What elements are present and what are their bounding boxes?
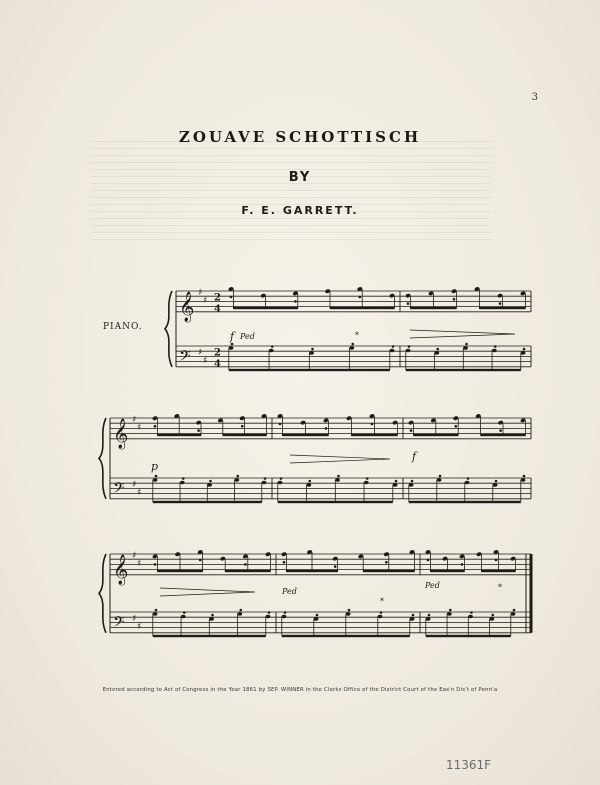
bass-note [447, 612, 452, 616]
chord-note [494, 345, 497, 348]
bass-clef-icon: 𝄢 [113, 613, 125, 635]
bass-note [266, 615, 271, 619]
chord-note [197, 429, 200, 432]
catalog-number: 11361F [446, 758, 492, 772]
key-sharp-icon: ♯ [137, 488, 142, 498]
bass-note [153, 478, 158, 482]
beam [363, 570, 414, 572]
chord-note [408, 345, 411, 348]
chord-note [499, 302, 502, 305]
decrescendo-hairpin [290, 455, 390, 463]
chord-note [230, 296, 233, 299]
chord-note [231, 343, 234, 346]
chord-note [439, 475, 442, 478]
chord-note [523, 348, 526, 351]
beam [406, 369, 521, 371]
chord-note [337, 475, 340, 478]
piano-marking: p [151, 460, 159, 473]
bass-note [521, 351, 526, 355]
chord-note [155, 475, 158, 478]
chord-note [513, 609, 516, 612]
chord-note [348, 609, 351, 612]
beam [229, 369, 390, 371]
chord-note [395, 480, 398, 483]
bass-note [390, 349, 395, 353]
chord-note [241, 425, 244, 428]
bass-note [492, 349, 497, 353]
forte-marking: f [230, 330, 235, 343]
bass-note [434, 351, 439, 355]
bass-note [181, 615, 186, 619]
pedal-marking: Ped [240, 332, 255, 341]
grand-staff-brace [99, 554, 106, 633]
beam [282, 434, 328, 436]
decrescendo-hairpin [160, 588, 255, 596]
beam [351, 434, 397, 436]
chord-note [211, 614, 214, 617]
bass-note [489, 617, 494, 621]
chord-note [428, 614, 431, 617]
beam [157, 434, 201, 436]
chord-note [268, 611, 271, 614]
beam [225, 570, 270, 572]
bass-note [393, 483, 398, 487]
key-sharp-icon: ♯ [132, 614, 137, 625]
chord-note [392, 345, 395, 348]
chord-note [449, 609, 452, 612]
chord-note [380, 611, 383, 614]
chord-note [294, 300, 297, 303]
bass-note [335, 478, 340, 482]
beam [157, 570, 202, 572]
chord-note [308, 480, 311, 483]
chord-note [236, 475, 239, 478]
beam [282, 635, 410, 637]
beam [223, 434, 267, 436]
chord-note [407, 302, 410, 305]
beam [409, 501, 521, 503]
bass-note [468, 615, 473, 619]
bass-note [406, 349, 411, 353]
time-signature-top: 2 [214, 347, 221, 359]
time-signature-bottom: 4 [214, 358, 221, 370]
pedal-release-marking: * [498, 583, 502, 592]
bass-note [237, 612, 242, 616]
beam [330, 307, 394, 309]
key-sharp-icon: ♯ [132, 415, 137, 425]
beam [481, 434, 526, 436]
bass-note [437, 478, 442, 482]
chord-note [411, 480, 414, 483]
chord-note [495, 480, 498, 483]
chord-note [182, 477, 185, 480]
bass-note [511, 612, 516, 616]
chord-note [264, 477, 267, 480]
bass-note [409, 483, 414, 487]
bass-note [278, 481, 283, 485]
grand-staff-brace [165, 291, 172, 367]
chord-note [209, 480, 212, 483]
key-sharp-icon: ♯ [203, 295, 208, 306]
pedal-marking: Ped [282, 587, 297, 596]
chord-note [470, 611, 473, 614]
chord-note [244, 563, 247, 566]
bass-note [153, 612, 158, 616]
beam [426, 635, 511, 637]
bass-clef-icon: 𝄢 [179, 347, 191, 369]
piece-title: ZOUAVE SCHOTTISCH [178, 128, 422, 146]
bass-clef-icon: 𝄢 [113, 479, 125, 501]
beam [430, 570, 464, 572]
bass-note [463, 346, 468, 350]
page-number: 3 [531, 92, 538, 103]
pedal-release-marking: * [380, 597, 384, 606]
key-sharp-icon: ♯ [132, 551, 137, 561]
bass-note [410, 617, 415, 621]
beam [153, 635, 266, 637]
key-sharp-icon: ♯ [198, 288, 203, 298]
bass-note [314, 617, 319, 621]
chord-note [154, 425, 157, 428]
beam [481, 570, 515, 572]
key-sharp-icon: ♯ [137, 622, 142, 632]
chord-note [271, 345, 274, 348]
beam [233, 307, 297, 309]
time-signature-bottom: 4 [214, 303, 221, 315]
bass-note [521, 478, 526, 482]
bass-note [234, 478, 239, 482]
bass-note [349, 346, 354, 350]
composer-name: F. E. GARRETT. [241, 204, 359, 217]
chord-note [279, 423, 282, 426]
bass-note [346, 612, 351, 616]
chord-note [334, 565, 337, 568]
chord-note [280, 477, 283, 480]
key-sharp-icon: ♯ [203, 356, 208, 366]
chord-note [499, 429, 502, 432]
chord-note [412, 614, 415, 617]
bass-note [465, 481, 470, 485]
by-line: BY [288, 170, 312, 185]
key-sharp-icon: ♯ [137, 422, 142, 433]
key-sharp-icon: ♯ [198, 348, 203, 359]
beam [413, 434, 458, 436]
bass-note [378, 615, 383, 619]
chord-note [465, 343, 468, 346]
treble-clef-icon: 𝄞 [179, 291, 195, 322]
copyright-notice: Entered according to Act of Congress in the Year 1861 by SEP. WINNER in the Clerks Office of the District Court of the Eas'n Dis't of Penn'a [102, 687, 498, 693]
chord-note [461, 563, 464, 566]
pedal-marking: Ped [425, 581, 440, 590]
chord-note [199, 559, 202, 562]
chord-note [154, 563, 157, 566]
chord-note [410, 429, 413, 432]
instrument-label: PIANO. [103, 322, 143, 332]
beam [479, 307, 525, 309]
decrescendo-hairpin [410, 330, 515, 338]
bass-note [262, 481, 267, 485]
chord-note [155, 609, 158, 612]
time-signature-top: 2 [214, 292, 221, 304]
chord-note [325, 427, 328, 430]
chord-note [371, 423, 374, 426]
key-sharp-icon: ♯ [137, 558, 142, 569]
chord-note [385, 561, 388, 564]
beam [153, 501, 262, 503]
chord-note [495, 559, 498, 562]
bass-note [229, 346, 234, 350]
bass-note [426, 617, 431, 621]
chord-note [283, 561, 286, 564]
staff-system [99, 413, 531, 503]
beam [286, 570, 337, 572]
bass-note [207, 483, 212, 487]
chord-note [359, 296, 362, 299]
pedal-release-marking: * [355, 331, 359, 340]
bass-note [282, 615, 287, 619]
bass-note [493, 483, 498, 487]
beam [278, 501, 393, 503]
treble-clef-icon: 𝄞 [113, 418, 129, 449]
chord-note [239, 609, 242, 612]
bass-note [209, 617, 214, 621]
chord-note [311, 348, 314, 351]
chord-note [351, 343, 354, 346]
chord-note [491, 614, 494, 617]
chord-note [453, 298, 456, 301]
chord-note [183, 611, 186, 614]
chord-note [316, 614, 319, 617]
forte-marking: f [412, 450, 417, 463]
beam [410, 307, 456, 309]
key-sharp-icon: ♯ [132, 480, 137, 491]
chord-note [284, 611, 287, 614]
grand-staff-brace [99, 418, 106, 499]
bass-note [180, 481, 185, 485]
chord-note [467, 477, 470, 480]
chord-note [427, 559, 430, 562]
chord-note [523, 475, 526, 478]
bass-note [269, 349, 274, 353]
staff-system [99, 549, 531, 637]
chord-note [455, 425, 458, 428]
staff-system [165, 286, 531, 371]
chord-note [436, 348, 439, 351]
treble-clef-icon: 𝄞 [113, 554, 129, 585]
bass-note [364, 481, 369, 485]
bass-note [306, 483, 311, 487]
chord-note [366, 477, 369, 480]
bass-note [309, 351, 314, 355]
